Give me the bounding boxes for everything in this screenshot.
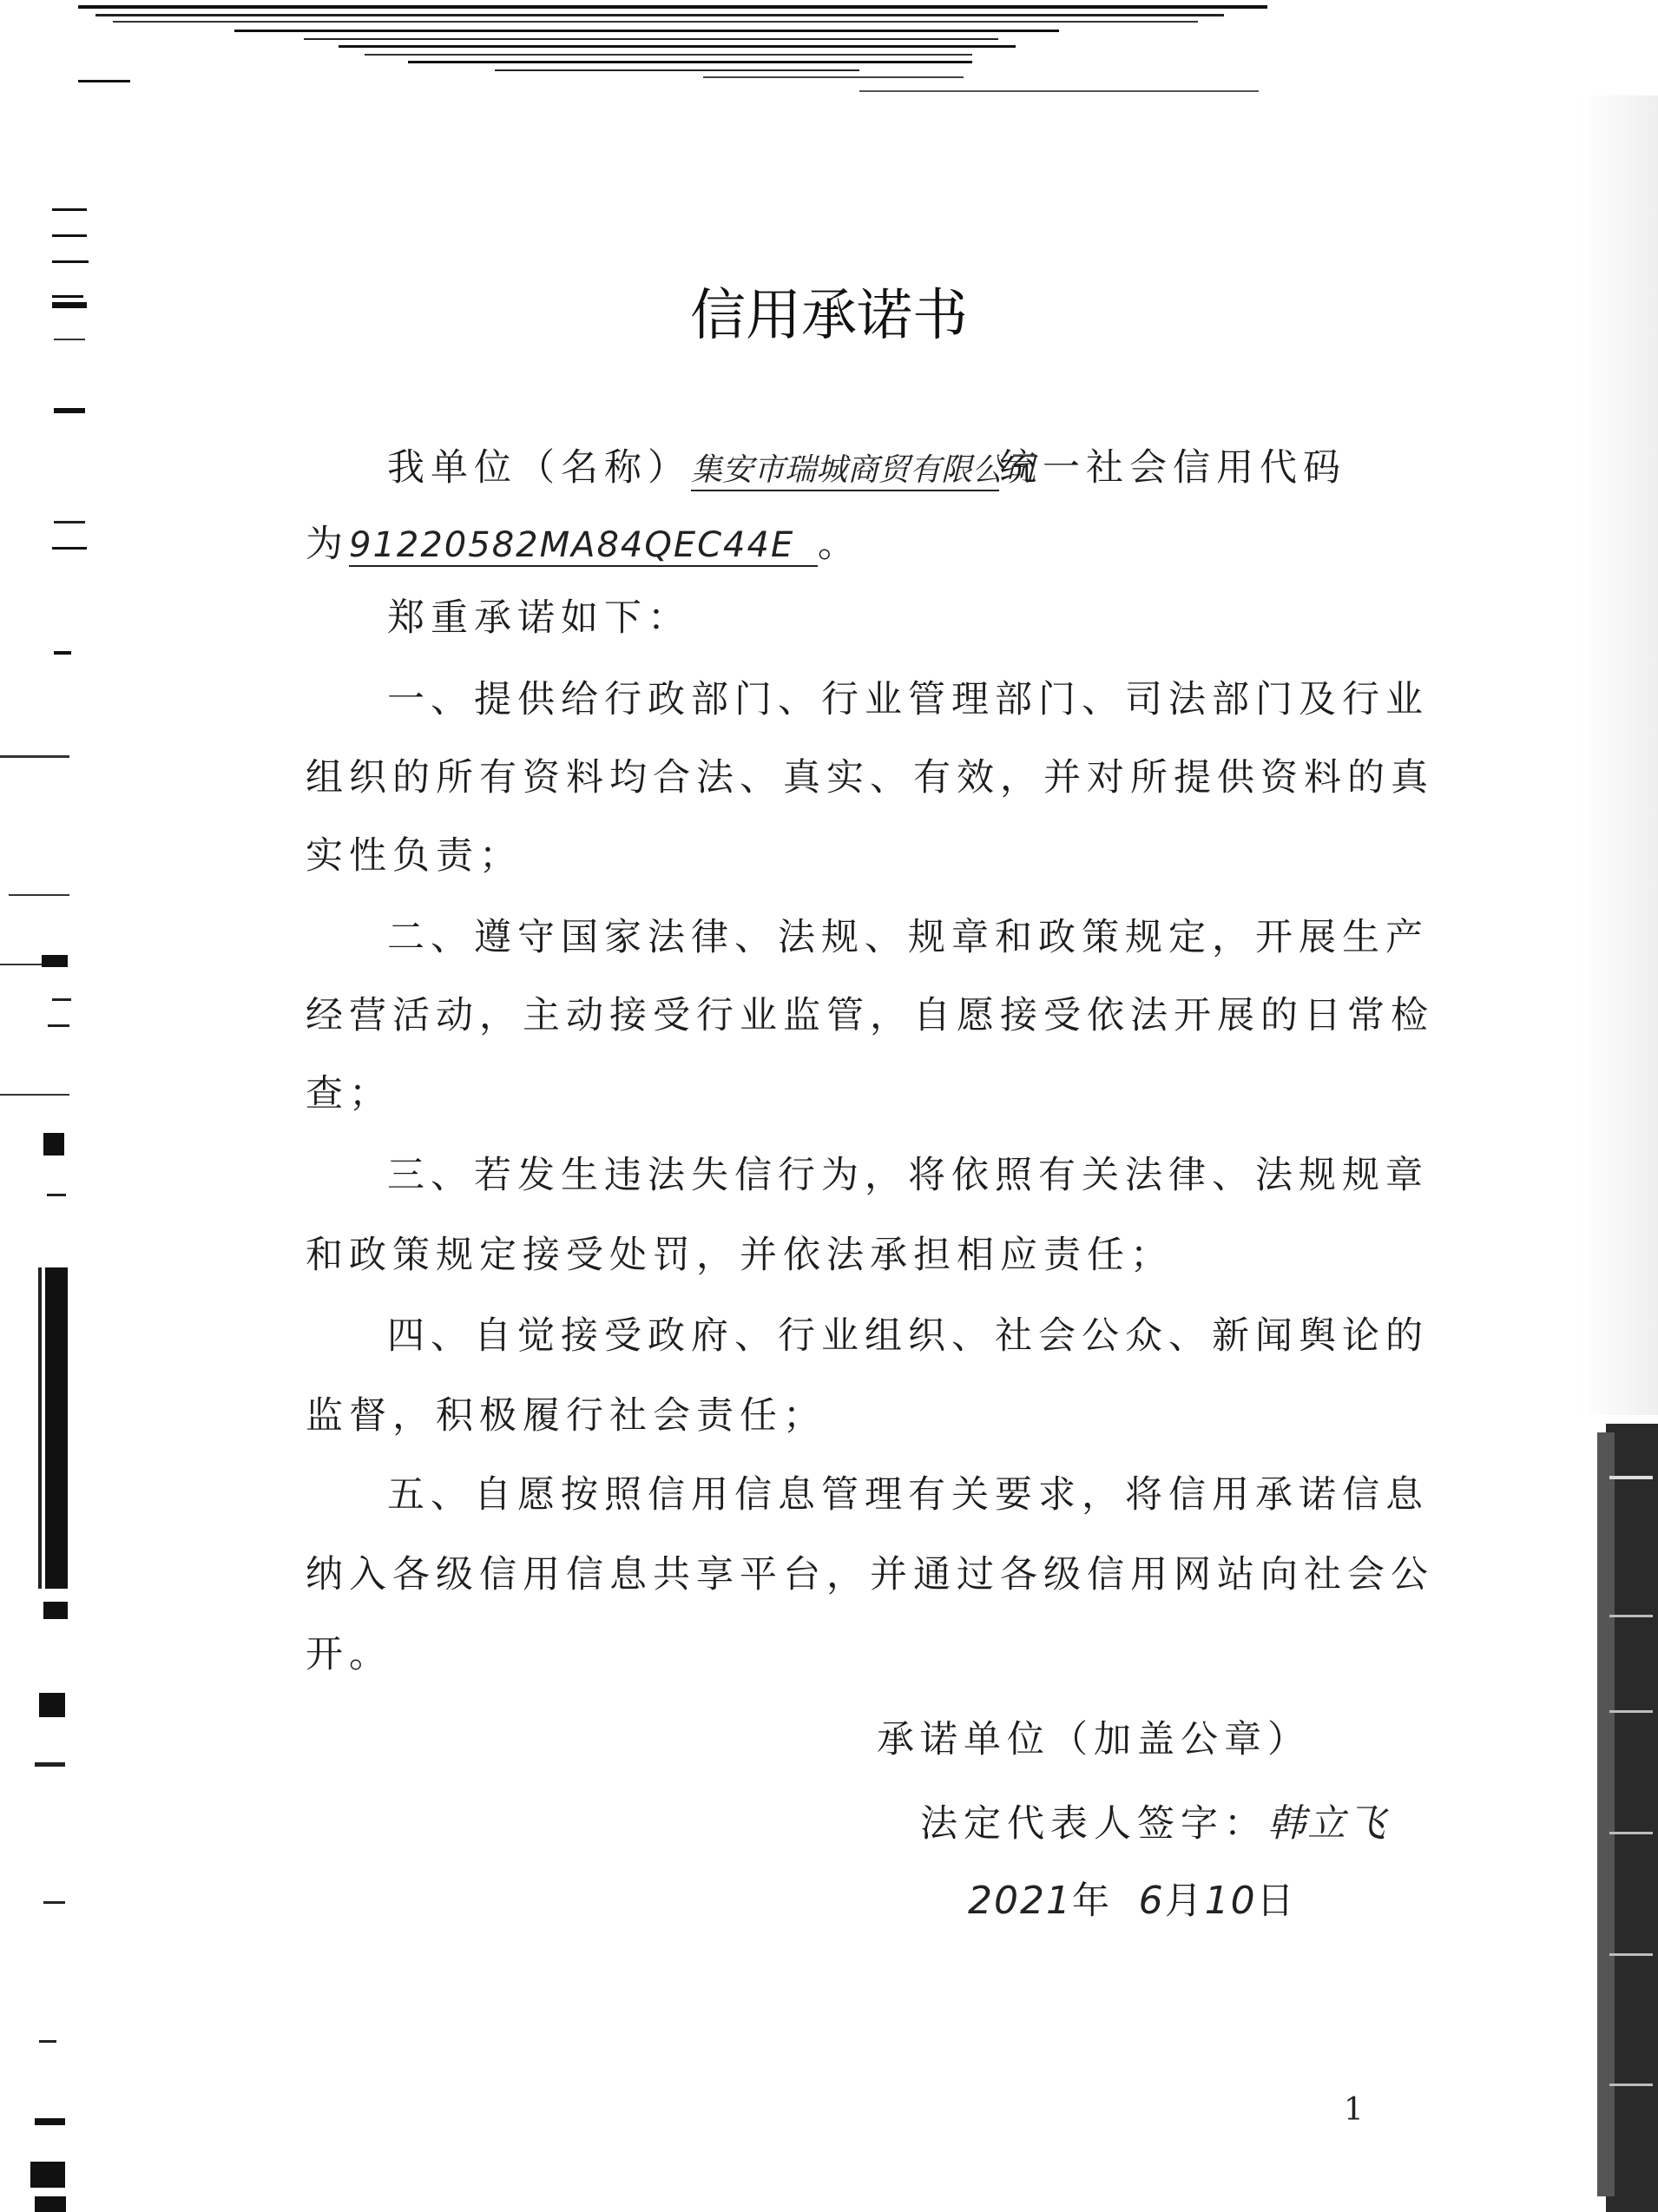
intro-prefix: 我单位（名称） — [387, 446, 691, 490]
date-year: 2021 — [968, 1879, 1072, 1923]
legal-rep-label: 法定代表人签字： — [920, 1802, 1267, 1846]
pledge-heading: 郑重承诺如下： — [387, 596, 691, 640]
company-name-handwritten: 集安市瑞城商贸有限公司 — [691, 445, 999, 491]
date-month: 6 — [1138, 1879, 1165, 1923]
intro-line-1 — [387, 438, 1455, 491]
document-title: 信用承诺书 — [690, 284, 968, 348]
credit-code-handwritten: 91220582MA84QEC44E — [349, 525, 818, 567]
intro-line-2 — [306, 515, 1373, 568]
scan-artifact-top — [78, 0, 1276, 104]
month-label: 月 — [1164, 1880, 1205, 1923]
scan-artifact-right — [1597, 1424, 1658, 2212]
item-1-line-3: 实性负责； — [306, 834, 523, 878]
pledging-unit-label: 承诺单位（加盖公章） — [877, 1718, 1311, 1761]
item-3-line-1: 三、若发生违法失信行为，将依照有关法律、法规规章 — [387, 1154, 1429, 1197]
item-4-line-2: 监督，积极履行社会责任； — [306, 1394, 826, 1438]
item-3-line-2: 和政策规定接受处罚，并依法承担相应责任； — [306, 1234, 1174, 1277]
item-1-line-1: 一、提供给行政部门、行业管理部门、司法部门及行业 — [387, 678, 1429, 721]
code-prefix: 为 — [306, 523, 349, 566]
item-5-line-3: 开。 — [306, 1633, 392, 1676]
item-5-line-1: 五、自愿按照信用信息管理有关要求，将信用承诺信息 — [387, 1473, 1429, 1517]
year-label: 年 — [1071, 1880, 1112, 1923]
item-1-line-2: 组织的所有资料均合法、真实、有效，并对所提供资料的真 — [306, 756, 1434, 800]
scan-artifact-left — [0, 130, 95, 2212]
intro-middle: 统一社会信用代码 — [999, 446, 1346, 490]
page-number: 1 — [1344, 2092, 1364, 2128]
item-2-line-2: 经营活动，主动接受行业监管，自愿接受依法开展的日常检 — [306, 994, 1434, 1037]
legal-rep-signature: 韩立飞 — [1267, 1801, 1387, 1846]
date-day: 10 — [1204, 1879, 1257, 1923]
item-2-line-1: 二、遵守国家法律、法规、规章和政策规定，开展生产 — [387, 916, 1429, 959]
code-suffix: 。 — [818, 523, 861, 566]
legal-rep-line — [920, 1792, 1406, 1847]
item-5-line-2: 纳入各级信用信息共享平台，并通过各级信用网站向社会公 — [306, 1553, 1434, 1596]
day-label: 日 — [1256, 1880, 1297, 1923]
date-line — [968, 1872, 1367, 1925]
item-4-line-1: 四、自觉接受政府、行业组织、社会公众、新闻舆论的 — [387, 1314, 1429, 1358]
item-2-line-3: 查； — [306, 1072, 392, 1116]
